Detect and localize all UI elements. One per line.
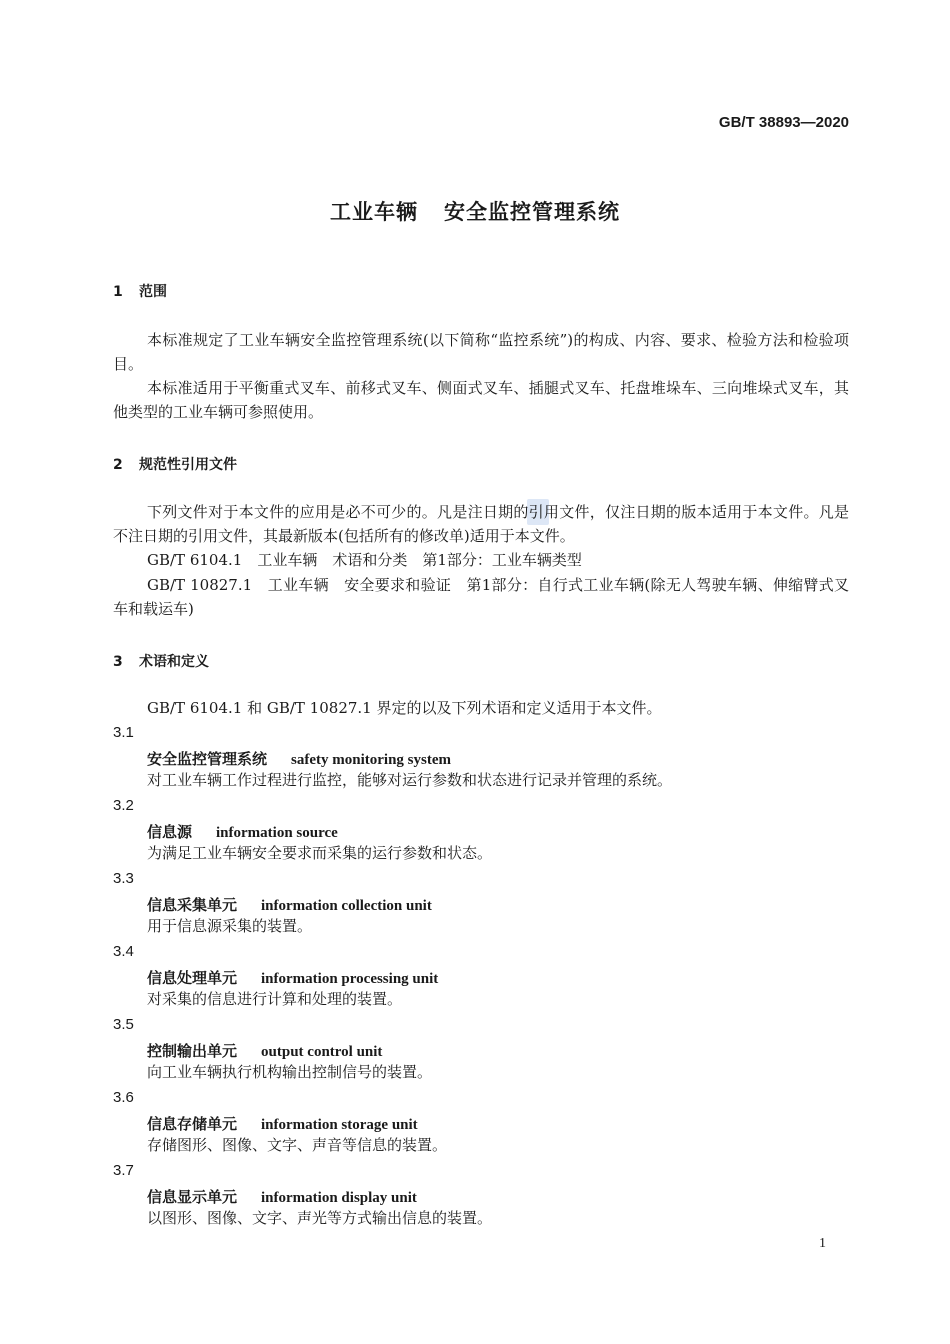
- term-number: 3.5: [113, 1016, 134, 1033]
- term-zh: 信息采集单元: [147, 896, 238, 914]
- term-number: 3.7: [113, 1162, 134, 1179]
- term-heading: [147, 894, 432, 915]
- reference-2: GB/T 10827.1 工业车辆 安全要求和验证 第1部分：自行式工业车辆(除无人驾驶车辆、伸缩臂式叉车和载运车): [113, 576, 849, 618]
- section-title: 范围: [139, 284, 167, 300]
- term-heading: [147, 821, 338, 842]
- term-zh: 安全监控管理系统: [147, 750, 268, 768]
- term-heading: [147, 967, 438, 988]
- term-definition: 对工业车辆工作过程进行监控，能够对运行参数和状态进行记录并管理的系统。: [147, 771, 673, 789]
- section-number: 2: [113, 457, 123, 473]
- section-number: 3: [113, 654, 123, 670]
- term-zh: 控制输出单元: [147, 1042, 238, 1060]
- section-title: 规范性引用文件: [139, 457, 237, 473]
- standard-code: GB/T 38893—2020: [718, 114, 849, 131]
- term-heading: [147, 1113, 418, 1134]
- term-heading: [147, 1186, 417, 1207]
- term-zh: 信息源: [147, 823, 193, 841]
- document-title: [0, 196, 950, 226]
- section-3-heading: [113, 651, 209, 671]
- term-definition: 存储图形、图像、文字、声音等信息的装置。: [147, 1136, 448, 1154]
- section-1-heading: [113, 281, 167, 301]
- term-number: 3.4: [113, 943, 134, 960]
- term-definition: 向工业车辆执行机构输出控制信号的装置。: [147, 1063, 433, 1081]
- term-zh: 信息存储单元: [147, 1115, 238, 1133]
- normative-paragraph: 下列文件对于本文件的应用是必不可少的。凡是注日期的引用文件，仅注日期的版本适用于本文件。凡是不注日期的引用文件，其最新版本(包括所有的修改单)适用于本文件。: [113, 503, 849, 545]
- term-number: 3.1: [113, 724, 134, 741]
- term-en: information processing unit: [261, 971, 439, 987]
- reference-1: GB/T 6104.1 工业车辆 术语和分类 第1部分：工业车辆类型: [147, 551, 582, 569]
- term-definition: 用于信息源采集的装置。: [147, 917, 313, 935]
- scope-paragraph-2: 本标准适用于平衡重式叉车、前移式叉车、侧面式叉车、插腿式叉车、托盘堆垛车、三向堆垛式叉车，其他类型的工业车辆可参照使用。: [113, 379, 849, 421]
- title-part1: 工业车辆: [330, 200, 418, 224]
- terms-intro: GB/T 6104.1 和 GB/T 10827.1 界定的以及下列术语和定义适用于本文件。: [147, 699, 662, 717]
- term-zh: 信息显示单元: [147, 1188, 238, 1206]
- term-en: information source: [216, 825, 338, 841]
- term-definition: 以图形、图像、文字、声光等方式输出信息的装置。: [147, 1209, 493, 1227]
- title-part2: 安全监控管理系统: [444, 200, 620, 224]
- section-number: 1: [113, 284, 123, 300]
- section-2-heading: [113, 454, 237, 474]
- term-en: information collection unit: [261, 898, 432, 914]
- term-definition: 对采集的信息进行计算和处理的装置。: [147, 990, 403, 1008]
- term-definition: 为满足工业车辆安全要求而采集的运行参数和状态。: [147, 844, 493, 862]
- term-en: information storage unit: [261, 1117, 418, 1133]
- term-number: 3.6: [113, 1089, 134, 1106]
- term-number: 3.2: [113, 797, 134, 814]
- term-heading: [147, 748, 451, 769]
- term-heading: [147, 1040, 382, 1061]
- term-en: output control unit: [261, 1044, 383, 1060]
- term-number: 3.3: [113, 870, 134, 887]
- term-en: information display unit: [261, 1190, 417, 1206]
- section-title: 术语和定义: [139, 654, 209, 670]
- term-zh: 信息处理单元: [147, 969, 238, 987]
- scope-paragraph-1: 本标准规定了工业车辆安全监控管理系统(以下简称“监控系统”)的构成、内容、要求、检验方法和检验项目。: [113, 331, 849, 373]
- page-number: 1: [819, 1236, 826, 1251]
- term-en: safety monitoring system: [291, 752, 451, 768]
